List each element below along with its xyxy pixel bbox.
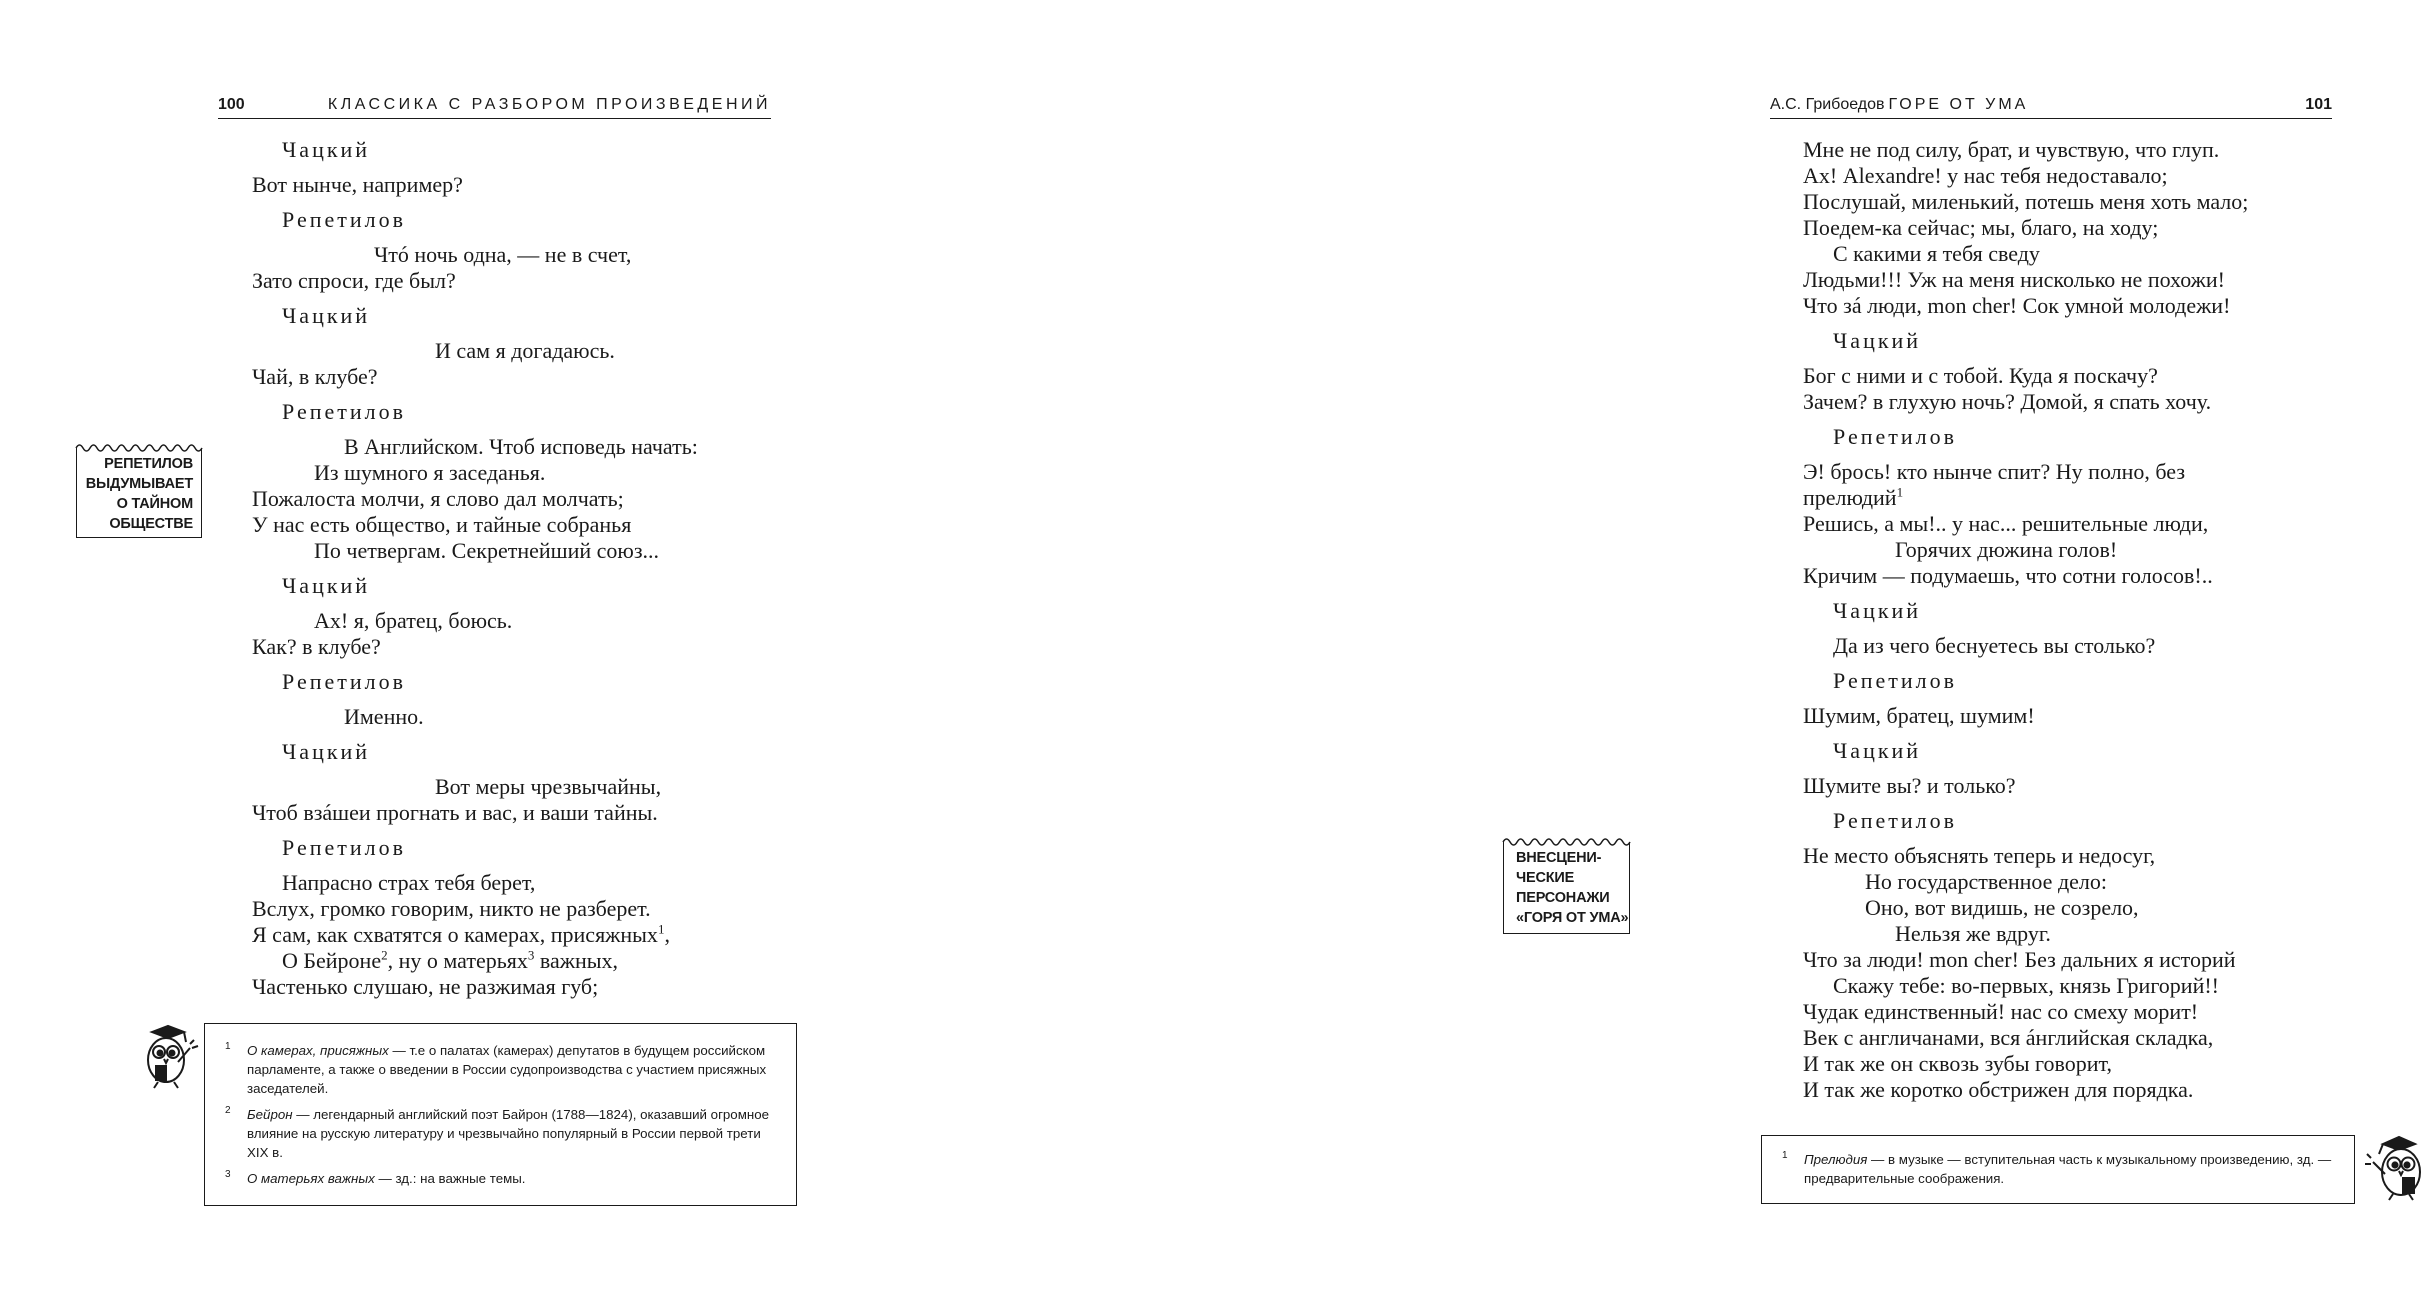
verse-line (1803, 537, 2363, 563)
verse-line (1803, 947, 2363, 973)
verse-line (252, 974, 812, 1000)
verse-text: , (664, 922, 670, 947)
verse-line (1803, 773, 2363, 799)
verse-line (1803, 511, 2363, 537)
verse-line (252, 242, 812, 268)
margin-note-box (1503, 842, 1630, 934)
verse-line (252, 434, 812, 460)
speaker-name: Чацкий (282, 573, 371, 598)
verse-text: Оно, вот видишь, не созрело, (1865, 895, 2139, 920)
page-number: 100 (218, 96, 245, 113)
verse-text: Ах! Alexandre! у нас тебя недоставало; (1803, 163, 2168, 188)
verse-text: С какими я тебя сведу (1833, 241, 2040, 266)
speaker-name: Репетилов (282, 399, 407, 424)
speaker-name: Репетилов (1833, 808, 1958, 833)
speaker-name: Репетилов (1833, 668, 1958, 693)
verse-line (1803, 215, 2363, 241)
verse-line (1803, 563, 2363, 589)
verse-line (1803, 1077, 2363, 1103)
footnote-text: — т.е о палатах (камерах) депутатов в будущем российском парламенте, а также о введении в России судопроизводства с участием присяжных заседателей. (247, 1043, 767, 1096)
right-page (845, 0, 2332, 1312)
verse-line (1803, 163, 2363, 189)
play-title: ГОРЕ ОТ УМА (1888, 96, 2029, 113)
verse-text: Горячих дюжина голов! (1895, 537, 2118, 562)
verse-text: О Бейроне (282, 948, 382, 973)
footnotes-box (1761, 1135, 2355, 1204)
verse-text: Чтоб взáшеи прогнать и вас, и ваши тайны. (252, 800, 658, 825)
verse-text: И так же он сквозь зубы говорит, (1803, 1051, 2112, 1076)
footnote-number: 2 (225, 1105, 231, 1116)
verse-line (252, 896, 812, 922)
verse-line (252, 922, 812, 948)
footnote-term: О камерах, присяжных (247, 1043, 389, 1058)
footnote-ref: 1 (657, 921, 665, 937)
verse-text: Чудак единственный! нас со смеху морит! (1803, 999, 2199, 1024)
footnote-text: — в музыке — вступительная часть к музыкальному произведению, зд. — предварительные соображения. (1804, 1152, 2332, 1186)
verse-line (1803, 1025, 2363, 1051)
verse-line (252, 538, 812, 564)
verse-text: И так же коротко обстрижен для порядка. (1803, 1077, 2194, 1102)
verse-line (252, 364, 812, 390)
verse-text: У нас есть общество, и тайные собранья (252, 512, 632, 537)
verse-line (252, 608, 812, 634)
verse-text: Именно. (344, 704, 424, 729)
verse-line (252, 870, 812, 896)
speaker-name: Чацкий (282, 739, 371, 764)
verse-line (252, 512, 812, 538)
verse-text: Шумите вы? и только? (1803, 773, 2016, 798)
footnote-text: — легендарный английский поэт Байрон (1788—1824), оказавший огромное влияние на русскую литературу и чрезвычайно популярный в России первой трети XIX в. (247, 1107, 769, 1160)
footnote (221, 1105, 780, 1162)
verse-line (1803, 999, 2363, 1025)
verse-line (1803, 267, 2363, 293)
verse-line (1803, 895, 2363, 921)
footnote-ref: 2 (381, 947, 388, 963)
verse-line (252, 338, 812, 364)
verse-text: Вот меры чрезвычайны, (435, 774, 662, 799)
verse-text: Решись, а мы!.. у нас... решительные люди, (1803, 511, 2209, 536)
margin-note-line: ВНЕСЦЕНИ- (1516, 850, 1602, 866)
footnote (221, 1169, 780, 1188)
verse-text: Как? в клубе? (252, 634, 381, 659)
verse-text: Из шумного я заседанья. (314, 460, 546, 485)
right-page-header (1770, 94, 2332, 119)
verse-line (1803, 241, 2363, 267)
left-page-text (252, 137, 812, 1000)
page-number: 101 (2305, 96, 2332, 113)
footnote-text: — зд.: на важные темы. (374, 1171, 526, 1186)
verse-text: Э! брось! кто нынче спит? Ну полно, без (1803, 459, 2186, 484)
verse-line (1803, 459, 2363, 485)
verse-line (1803, 363, 2363, 389)
verse-text: В Английском. Чтоб исповедь начать: (344, 434, 698, 459)
verse-line (252, 268, 812, 294)
author-name: А.С. Грибоедов (1770, 96, 1885, 113)
verse-text: Но государственное дело: (1865, 869, 2107, 894)
verse-line (1803, 1051, 2363, 1077)
verse-text: Ах! я, братец, боюсь. (314, 608, 513, 633)
right-page-text (1803, 137, 2363, 1103)
verse-line (1803, 973, 2363, 999)
left-page (0, 0, 845, 1312)
verse-text: Частенько слушаю, не разжимая губ; (252, 974, 599, 999)
verse-line (252, 800, 812, 826)
margin-note-line: ПЕРСОНАЖИ (1516, 890, 1610, 906)
margin-note-line: РЕПЕТИЛОВ (104, 456, 193, 472)
verse-text: Людьми!!! Уж на меня нисколько не похожи! (1803, 267, 2225, 292)
verse-line (252, 460, 812, 486)
verse-text: Зато спроси, где был? (252, 268, 456, 293)
work-title (1770, 94, 2028, 116)
owl-mascot-icon (2363, 1132, 2435, 1204)
verse-text: важных, (534, 948, 619, 973)
verse-text: прелюдий (1803, 485, 1897, 510)
verse-line (1803, 293, 2363, 319)
footnotes-box (204, 1023, 797, 1206)
verse-line (1803, 843, 2363, 869)
verse-line (252, 486, 812, 512)
verse-line (252, 948, 812, 974)
speaker-name: Репетилов (1833, 424, 1958, 449)
margin-note-line: ЧЕСКИЕ (1516, 870, 1575, 886)
verse-text: Не место объяснять теперь и недосуг, (1803, 843, 2156, 868)
verse-text: Скажу тебе: во-первых, князь Григорий!! (1833, 973, 2220, 998)
footnote-number: 1 (225, 1041, 231, 1052)
verse-text: Поедем-ка сейчас; мы, благо, на ходу; (1803, 215, 2159, 240)
speaker-name: Репетилов (282, 835, 407, 860)
verse-line (1803, 137, 2363, 163)
footnote (1778, 1150, 2340, 1188)
footnote-ref: 3 (527, 947, 535, 963)
margin-note-line: О ТАЙНОМ (116, 496, 193, 512)
verse-text: Напрасно страх тебя берет, (282, 870, 536, 895)
left-page-header (218, 94, 771, 119)
speaker-name: Чацкий (282, 303, 371, 328)
verse-line (1803, 485, 2363, 511)
speaker-name: Репетилов (282, 669, 407, 694)
verse-line (1803, 921, 2363, 947)
verse-text: Шумим, братец, шумим! (1803, 703, 2035, 728)
verse-text: Вслух, громко говорим, никто не разберет. (252, 896, 651, 921)
verse-text: Да из чего беснуетесь вы столько? (1833, 633, 2156, 658)
verse-line (252, 172, 812, 198)
verse-line (252, 704, 812, 730)
margin-note-line: «ГОРЯ ОТ УМА» (1516, 910, 1629, 926)
footnote-term: Бейрон (247, 1107, 293, 1122)
verse-text: Я сам, как схватятся о камерах, присяжных (252, 922, 658, 947)
speaker-name: Репетилов (282, 207, 407, 232)
margin-note-line: ВЫДУМЫВАЕТ (85, 476, 193, 492)
verse-text: Что зá люди, mon cher! Сок умной молодежи! (1803, 293, 2231, 318)
footnote-term: О матерьях важных (247, 1171, 375, 1186)
verse-text: Век с англичанами, вся áнглийская складка, (1803, 1025, 2214, 1050)
verse-text: Послушай, миленький, потешь меня хоть мало; (1803, 189, 2249, 214)
verse-line (1803, 633, 2363, 659)
margin-note-line: ОБЩЕСТВЕ (109, 516, 193, 532)
speaker-name: Чацкий (1833, 328, 1922, 353)
verse-text: Зачем? в глухую ночь? Домой, я спать хочу. (1803, 389, 2212, 414)
verse-text: Вот нынче, например? (252, 172, 463, 197)
wavy-border (76, 442, 202, 452)
verse-line (252, 774, 812, 800)
series-title: КЛАССИКА С РАЗБОРОМ ПРОИЗВЕДЕНИЙ (327, 96, 771, 113)
verse-text: И сам я догадаюсь. (435, 338, 615, 363)
verse-line (252, 634, 812, 660)
footnote-ref: 1 (1896, 484, 1904, 500)
verse-text: Кричим — подумаешь, что сотни голосов!.. (1803, 563, 2213, 588)
verse-text: Что за люди! mon cher! Без дальних я историй (1803, 947, 2236, 972)
verse-text: , ну о матерьях (387, 948, 528, 973)
verse-text: Нельзя же вдруг. (1895, 921, 2051, 946)
speaker-name: Чацкий (1833, 738, 1922, 763)
verse-text: По четвергам. Секретнейший союз... (314, 538, 660, 563)
footnote-term: Прелюдия (1804, 1152, 1868, 1167)
verse-line (1803, 703, 2363, 729)
verse-text: Чтó ночь одна, — не в счет, (374, 242, 632, 267)
verse-line (1803, 189, 2363, 215)
wavy-border (1503, 836, 1630, 846)
verse-text: Бог с ними и с тобой. Куда я поскачу? (1803, 363, 2158, 388)
verse-line (1803, 389, 2363, 415)
footnote-number: 3 (225, 1169, 231, 1180)
footnote-number: 1 (1782, 1150, 1788, 1161)
verse-text: Мне не под силу, брат, и чувствую, что глуп. (1803, 137, 2220, 162)
owl-mascot-icon (134, 1022, 202, 1092)
footnote (221, 1041, 780, 1098)
margin-note-box (76, 448, 202, 538)
verse-text: Чай, в клубе? (252, 364, 378, 389)
speaker-name: Чацкий (1833, 598, 1922, 623)
speaker-name: Чацкий (282, 137, 371, 162)
verse-line (1803, 869, 2363, 895)
verse-text: Пожалоста молчи, я слово дал молчать; (252, 486, 624, 511)
